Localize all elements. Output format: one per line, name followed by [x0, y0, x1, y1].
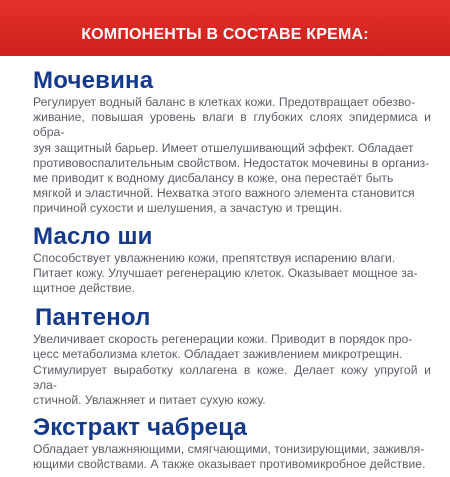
ingredients-list — [33, 65, 431, 477]
ingredient-shea-butter — [33, 223, 431, 297]
header-divider — [0, 56, 450, 59]
header-title: КОМПОНЕНТЫ В СОСТАВЕ КРЕМА: — [81, 26, 369, 43]
ingredient-title: Масло ши — [33, 222, 153, 250]
ingredient-description: Способствует увлажнению кожи, препятствуя испарению влаги. Питает кожу. Улучшает регенерацию клеток. Оказывает мощное за- щитное действие. — [33, 250, 418, 296]
ingredient-thyme-extract — [33, 414, 431, 472]
ingredient-urea — [33, 67, 431, 217]
ingredient-description: Регулирует водный баланс в клетках кожи. Предотвращает обезво- живание, повышая уровень влаги в глубоких слоях эпидермиса и обра- зуя защитный барьер. Имеет отшелушивающий эффект. Обладает противовоспалительным свойством. Недостаток мочевины в организ- ме приводит к водному дисбалансу в коже, она перестаёт быть мягкой и эластичной. Нехватка этого важного элемента становится причиной сухости и шелушения, а зачастую и трещин. — [33, 95, 431, 216]
ingredient-title: Пантенол — [35, 304, 151, 332]
ingredient-title: Экстракт чабреца — [33, 414, 248, 442]
ingredient-description: Обладает увлажняющими, смягчающими, тонизирующими, заживля- ющими свойствами. А также оказывает противомикробное действие. — [33, 442, 426, 472]
ingredient-panthenol — [33, 304, 431, 408]
header-banner — [0, 0, 450, 56]
ingredient-title: Мочевина — [33, 67, 154, 94]
ingredient-description: Увеличивает скорость регенерации кожи. Приводит в порядок про- цесс метаболизма клеток. Обладает заживлением микротрещин. Стимулирует выработку коллагена в коже. Делает кожу упругой и эла- стичной. Увлажняет и питает сухую кожу. — [33, 332, 431, 408]
